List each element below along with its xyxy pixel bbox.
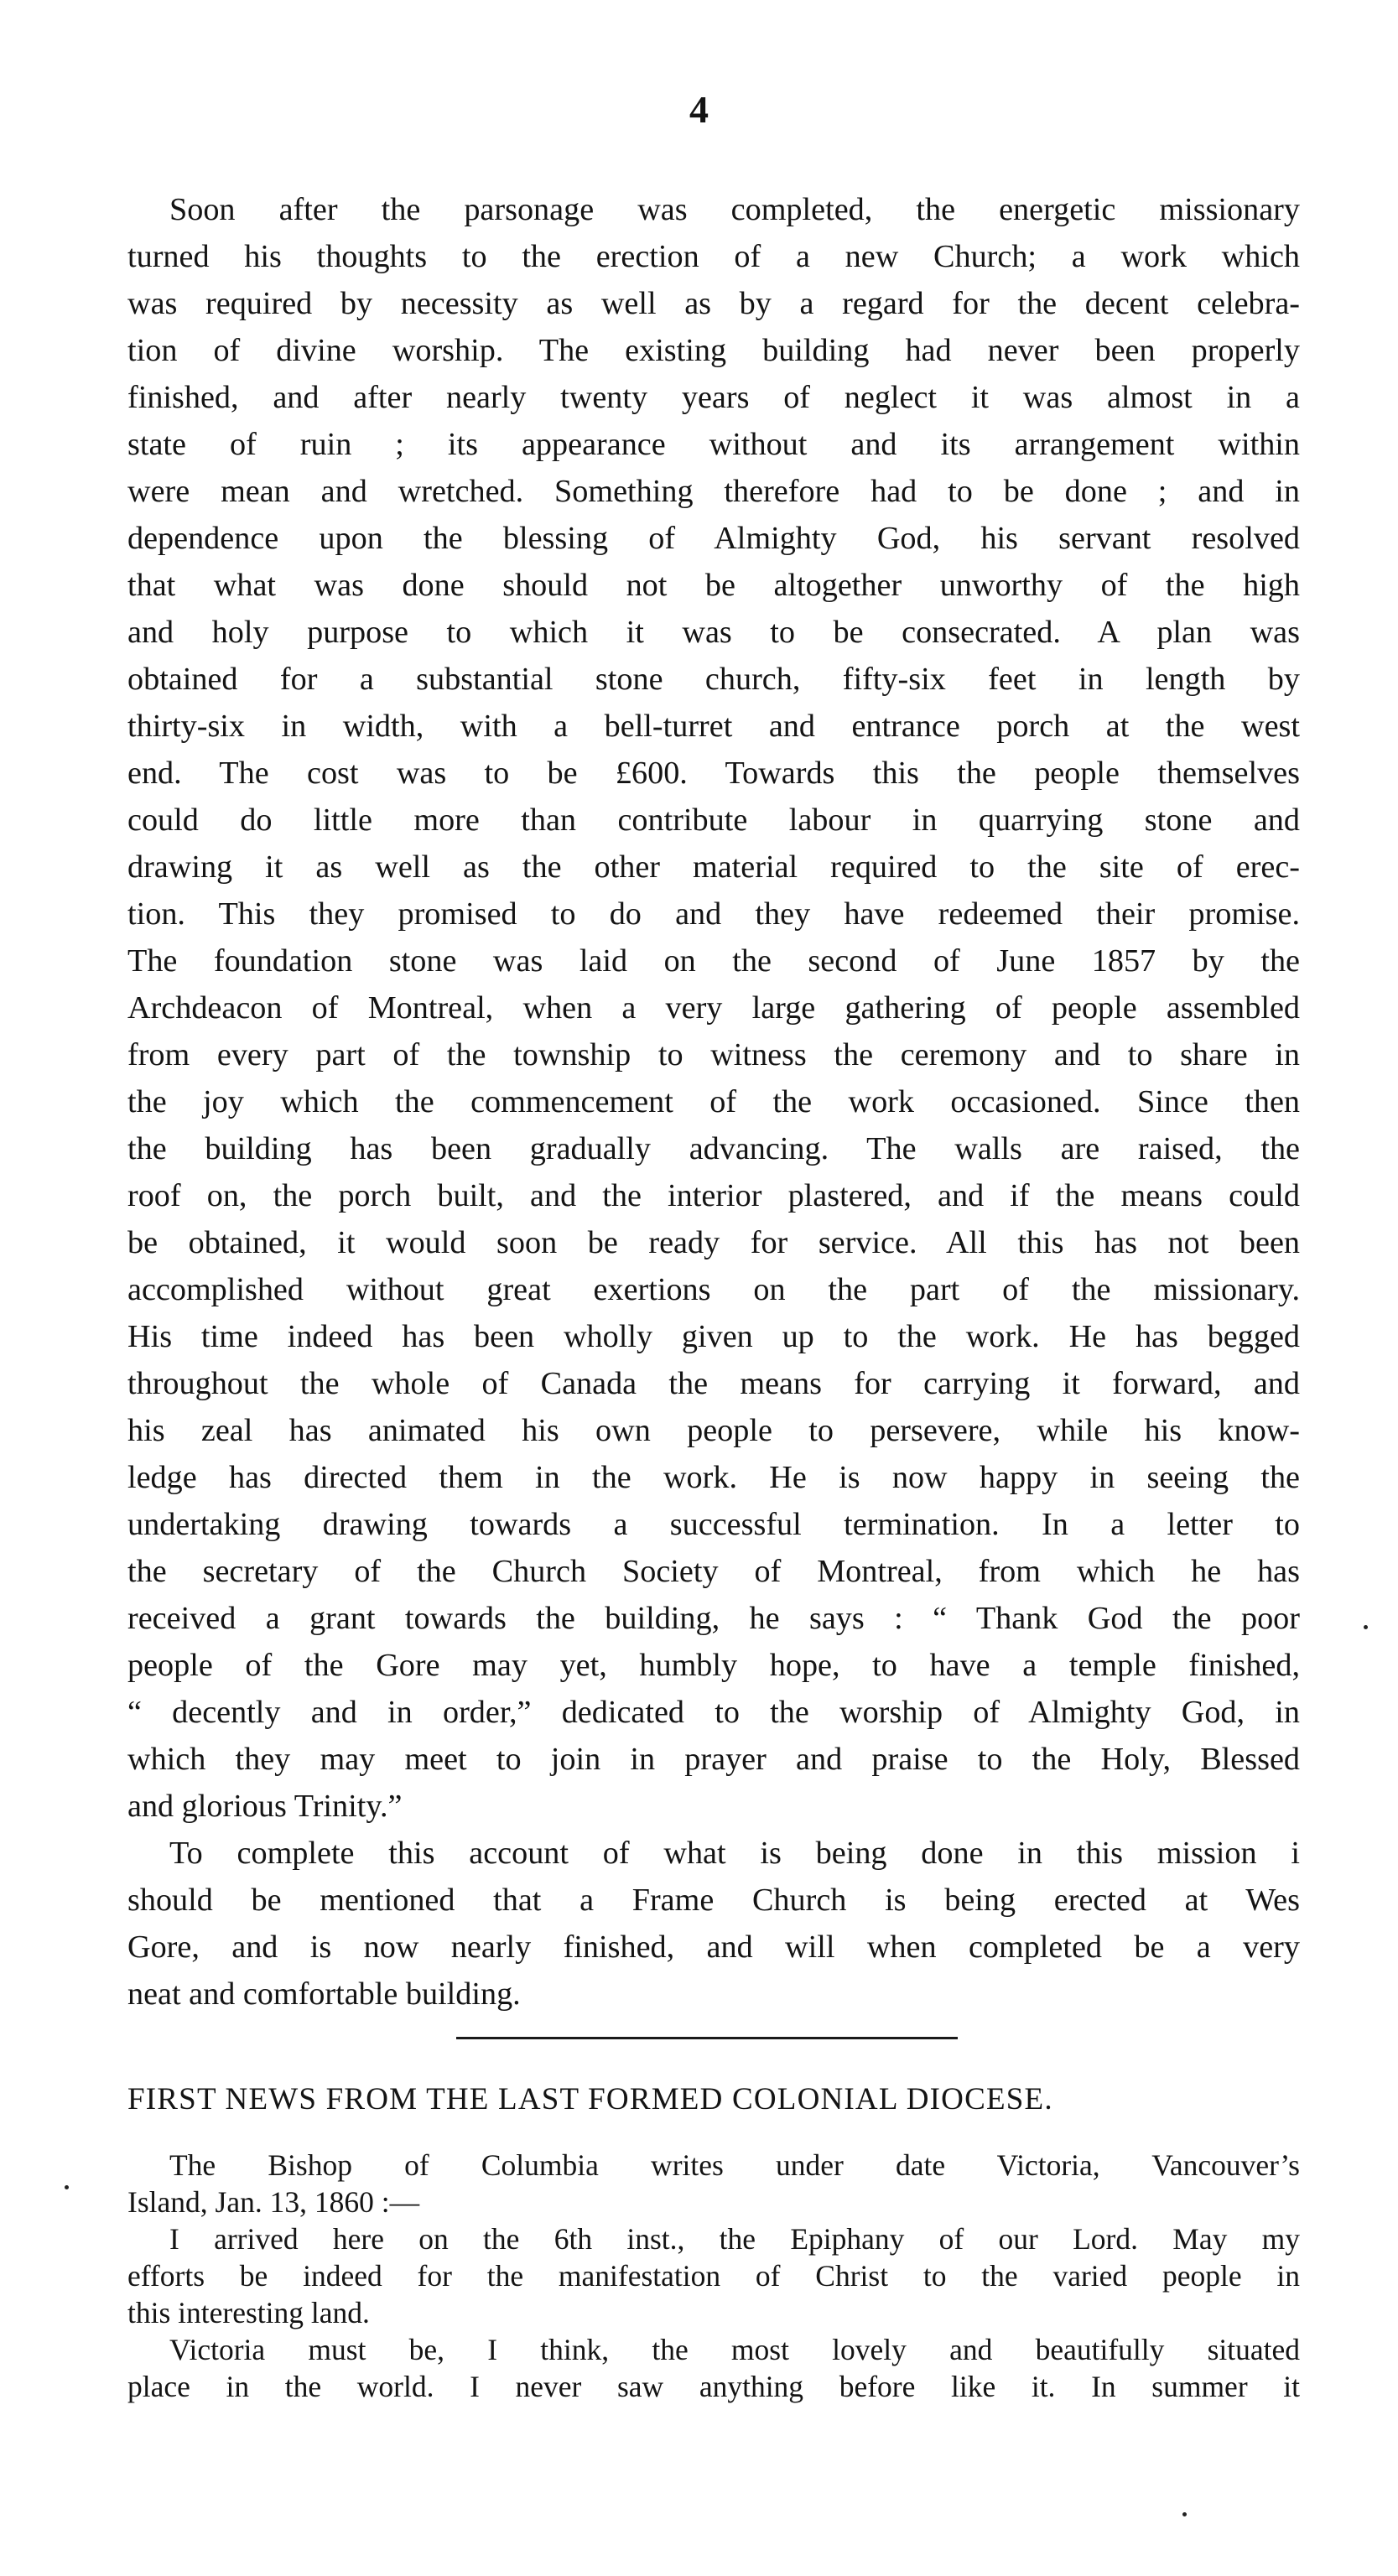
- text-line: drawing it as well as the other material required to the site of erec-: [127, 849, 1300, 885]
- text-line: this interesting land.: [127, 2296, 370, 2329]
- article-paragraph: [127, 1830, 1300, 2018]
- text-line: the building has been gradually advancing. The walls are raised, the: [127, 1131, 1300, 1166]
- text-line: end. The cost was to be £600. Towards this the people themselves: [127, 756, 1300, 791]
- text-line: and holy purpose to which it was to be consecrated. A plan was: [127, 615, 1300, 650]
- text-line: ledge has directed them in the work. He is now happy in seeing the: [127, 1460, 1300, 1495]
- news-paragraph: [127, 2220, 1300, 2331]
- news-paragraph: [127, 2331, 1300, 2405]
- text-line: The Bishop of Columbia writes under date Victoria, Vancouver’s: [169, 2148, 1300, 2182]
- news-paragraph: [127, 2147, 1300, 2220]
- text-line: that what was done should not be altogether unworthy of the high: [127, 568, 1300, 603]
- text-line: obtained for a substantial stone church, fifty-six feet in length by: [127, 662, 1300, 697]
- text-line: his zeal has animated his own people to persevere, while his know-: [127, 1413, 1300, 1448]
- print-speck: [1364, 1625, 1368, 1629]
- text-line: accomplished without great exertions on the part of the missionary.: [127, 1272, 1300, 1307]
- article-paragraph: [127, 186, 1300, 1830]
- text-line: The foundation stone was laid on the second of June 1857 by the: [127, 943, 1300, 979]
- print-speck: [65, 2185, 69, 2189]
- section-divider: [456, 2037, 958, 2039]
- text-line: Gore, and is now nearly finished, and will when completed be a very: [127, 1929, 1300, 1965]
- text-line: I arrived here on the 6th inst., the Epiphany of our Lord. May my: [169, 2222, 1300, 2256]
- text-line: tion of divine worship. The existing building had never been properly: [127, 333, 1300, 368]
- text-line: Island, Jan. 13, 1860 :—: [127, 2185, 420, 2219]
- text-line: people of the Gore may yet, humbly hope, to have a temple finished,: [127, 1648, 1300, 1683]
- text-line: neat and comfortable building.: [127, 1976, 521, 2012]
- text-line: turned his thoughts to the erection of a new Church; a work which: [127, 239, 1300, 274]
- news-body: [127, 2147, 1300, 2405]
- text-line: Victoria must be, I think, the most lovely and beautifully situated: [169, 2333, 1300, 2366]
- text-line: and glorious Trinity.”: [127, 1789, 403, 1824]
- page-number: 4: [689, 88, 709, 131]
- text-line: should be mentioned that a Frame Church is being erected at Wes: [127, 1883, 1300, 1918]
- text-line: which they may meet to join in prayer and praise to the Holy, Blessed: [127, 1742, 1300, 1777]
- text-line: place in the world. I never saw anything before like it. In summer it: [127, 2370, 1300, 2403]
- text-line: “ decently and in order,” dedicated to the worship of Almighty God, in: [127, 1695, 1300, 1730]
- text-line: undertaking drawing towards a successful termination. In a letter to: [127, 1507, 1300, 1542]
- text-line: could do little more than contribute labour in quarrying stone and: [127, 802, 1300, 838]
- text-line: tion. This they promised to do and they have redeemed their promise.: [127, 896, 1300, 932]
- text-line: Archdeacon of Montreal, when a very large gathering of people assembled: [127, 990, 1300, 1026]
- text-line: state of ruin ; its appearance without and its arrangement within: [127, 427, 1300, 462]
- text-line: Soon after the parsonage was completed, the energetic missionary: [169, 192, 1300, 227]
- print-speck: [1182, 2512, 1187, 2516]
- text-line: efforts be indeed for the manifestation of Christ to the varied people in: [127, 2259, 1300, 2293]
- text-line: the secretary of the Church Society of Montreal, from which he has: [127, 1554, 1300, 1589]
- text-line: received a grant towards the building, he says : “ Thank God the poor: [127, 1601, 1300, 1636]
- text-line: roof on, the porch built, and the interior plastered, and if the means could: [127, 1178, 1300, 1213]
- article-body: [127, 186, 1300, 2018]
- text-line: throughout the whole of Canada the means for carrying it forward, and: [127, 1366, 1300, 1401]
- section-heading: FIRST NEWS FROM THE LAST FORMED COLONIAL DIOCESE.: [127, 2082, 1053, 2116]
- text-line: finished, and after nearly twenty years of neglect it was almost in a: [127, 380, 1300, 415]
- text-line: from every part of the township to witness the ceremony and to share in: [127, 1037, 1300, 1072]
- text-line: the joy which the commencement of the work occasioned. Since then: [127, 1084, 1300, 1119]
- text-line: were mean and wretched. Something therefore had to be done ; and in: [127, 474, 1300, 509]
- text-line: be obtained, it would soon be ready for service. All this has not been: [127, 1225, 1300, 1260]
- text-line: His time indeed has been wholly given up to the work. He has begged: [127, 1319, 1300, 1354]
- text-line: was required by necessity as well as by a regard for the decent celebra-: [127, 286, 1300, 321]
- text-line: To complete this account of what is being done in this mission i: [169, 1836, 1300, 1871]
- text-line: dependence upon the blessing of Almighty God, his servant resolved: [127, 521, 1300, 556]
- text-line: thirty-six in width, with a bell-turret and entrance porch at the west: [127, 709, 1300, 744]
